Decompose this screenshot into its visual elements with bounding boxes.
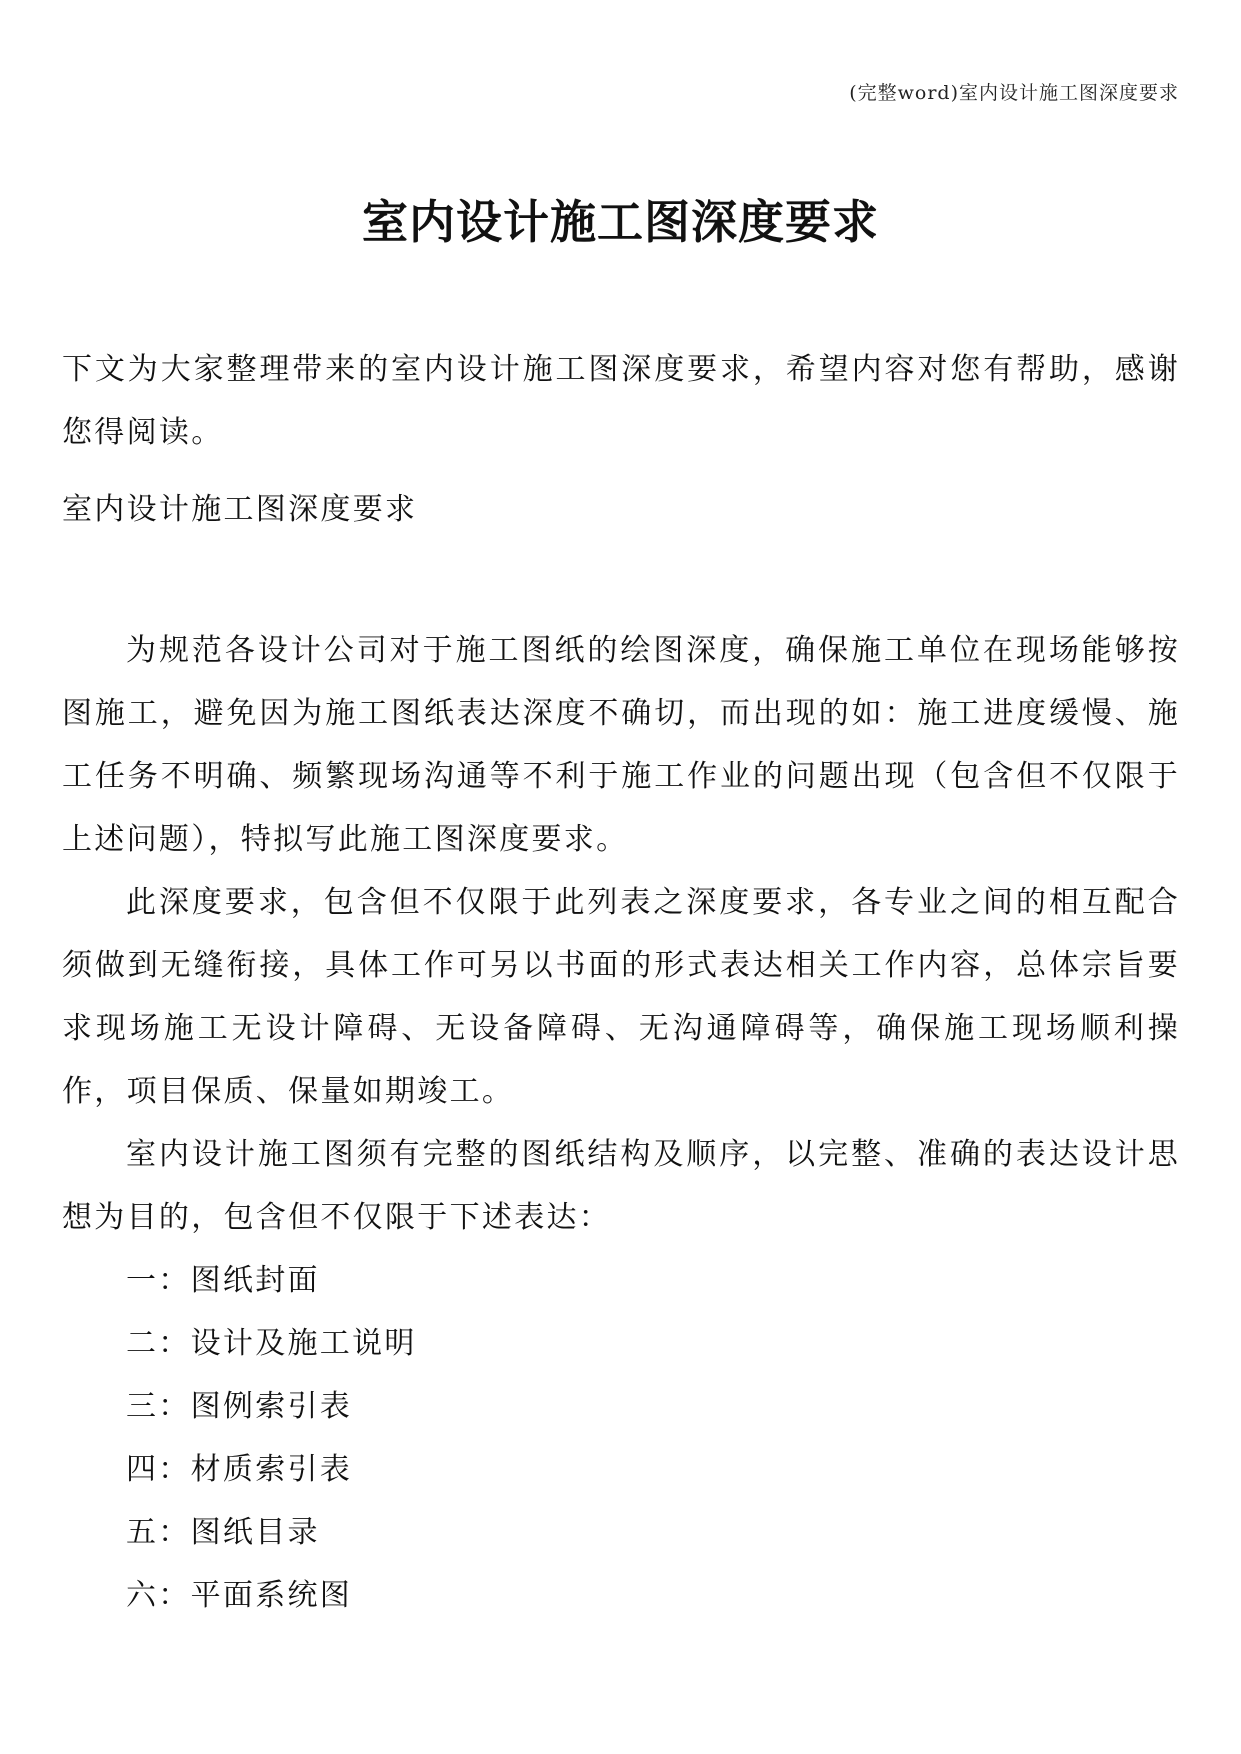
document-title: 室内设计施工图深度要求 bbox=[362, 195, 879, 249]
list-item: 二：设计及施工说明 bbox=[126, 1326, 417, 1361]
body-paragraph-3: 室内设计施工图须有完整的图纸结构及顺序，以完整、准确的表达设计思想为目的，包含但不仅限于下述表达： bbox=[62, 1137, 1180, 1235]
document-body bbox=[62, 338, 1180, 1627]
list-item: 四：材质索引表 bbox=[126, 1452, 353, 1487]
list-item: 六：平面系统图 bbox=[126, 1578, 353, 1613]
list-item: 三：图例索引表 bbox=[126, 1389, 353, 1424]
drawing-list bbox=[62, 1249, 1180, 1627]
intro-paragraph: 下文为大家整理带来的室内设计施工图深度要求，希望内容对您有帮助，感谢您得阅读。 bbox=[62, 352, 1180, 450]
list-item: 一：图纸封面 bbox=[126, 1263, 320, 1298]
running-header: (完整word)室内设计施工图深度要求 bbox=[849, 82, 1179, 104]
body-paragraph-1: 为规范各设计公司对于施工图纸的绘图深度，确保施工单位在现场能够按图施工，避免因为施工图纸表达深度不确切，而出现的如：施工进度缓慢、施工任务不明确、频繁现场沟通等不利于施工作业的问题出现（包含但不仅限于上述问题），特拟写此施工图深度要求。 bbox=[62, 633, 1180, 857]
section-subtitle: 室内设计施工图深度要求 bbox=[62, 492, 418, 527]
list-item: 五：图纸目录 bbox=[126, 1515, 320, 1550]
body-paragraph-2: 此深度要求，包含但不仅限于此列表之深度要求，各专业之间的相互配合须做到无缝衔接，具体工作可另以书面的形式表达相关工作内容，总体宗旨要求现场施工无设计障碍、无设备障碍、无沟通障碍等，确保施工现场顺利操作，项目保质、保量如期竣工。 bbox=[62, 885, 1180, 1109]
